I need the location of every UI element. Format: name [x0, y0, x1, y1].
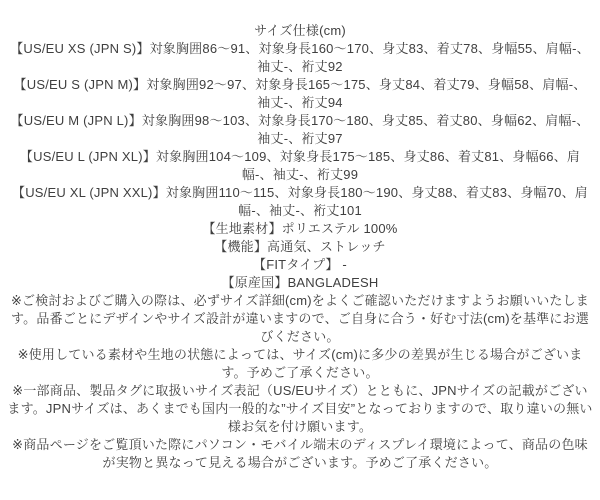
size-spec-section: [7, 22, 593, 220]
note-line: ※一部商品、製品タグに取扱いサイズ表記（US/EUサイズ）とともに、JPNサイズの記載がございます。JPNサイズは、あくまでも国内一般的な”サイズ目安”となっておりますので、取り違いの無い様お気を付け願います。: [7, 383, 593, 434]
size-spec-line: 【US/EU S (JPN M)】対象胸囲92〜97、対象身長165〜175、身丈84、着丈79、身幅58、肩幅-、袖丈-、裄丈94: [13, 77, 587, 110]
product-spec-line: 【原産国】BANGLADESH: [221, 275, 379, 290]
note-line: ※ご検討およびご購入の際は、必ずサイズ詳細(cm)をよくご確認いただけますようお願いいたします。品番ごとにデザインやサイズ設計が違いますので、ご自身に合う・好む寸法(cm)を基準にお選びください。: [10, 293, 590, 344]
product-spec-line: 【機能】高通気、ストレッチ: [214, 239, 386, 254]
note-line: ※使用している素材や生地の状態によっては、サイズ(cm)に多少の差異が生じる場合がございます。予めご了承ください。: [17, 347, 583, 380]
size-spec-heading: サイズ仕様(cm): [254, 23, 346, 38]
product-spec-list: [7, 220, 593, 292]
note-line: ※商品ページをご覧頂いた際にパソコン・モバイル端末のディスプレイ環境によって、商品の色味が実物と異なって見える場合がございます。予めご了承ください。: [12, 437, 588, 470]
size-spec-line: 【US/EU XS (JPN S)】対象胸囲86〜91、対象身長160〜170、身丈83、着丈78、身幅55、肩幅-、袖丈-、裄丈92: [10, 41, 590, 74]
size-spec-list: [7, 40, 593, 220]
product-spec-line: 【生地素材】ポリエステル 100%: [202, 221, 398, 236]
size-spec-line: 【US/EU L (JPN XL)】対象胸囲104〜109、対象身長175〜185、身丈86、着丈81、身幅66、肩幅-、袖丈-、裄丈99: [19, 149, 581, 182]
size-spec-line: 【US/EU XL (JPN XXL)】対象胸囲110〜115、対象身長180〜190、身丈88、着丈83、身幅70、肩幅-、袖丈-、裄丈101: [12, 185, 588, 218]
product-spec-line: 【FITタイプ】 -: [253, 257, 347, 272]
notes-list: [7, 292, 593, 472]
size-spec-line: 【US/EU M (JPN L)】対象胸囲98〜103、対象身長170〜180、身丈85、着丈80、身幅62、肩幅-、袖丈-、裄丈97: [10, 113, 590, 146]
